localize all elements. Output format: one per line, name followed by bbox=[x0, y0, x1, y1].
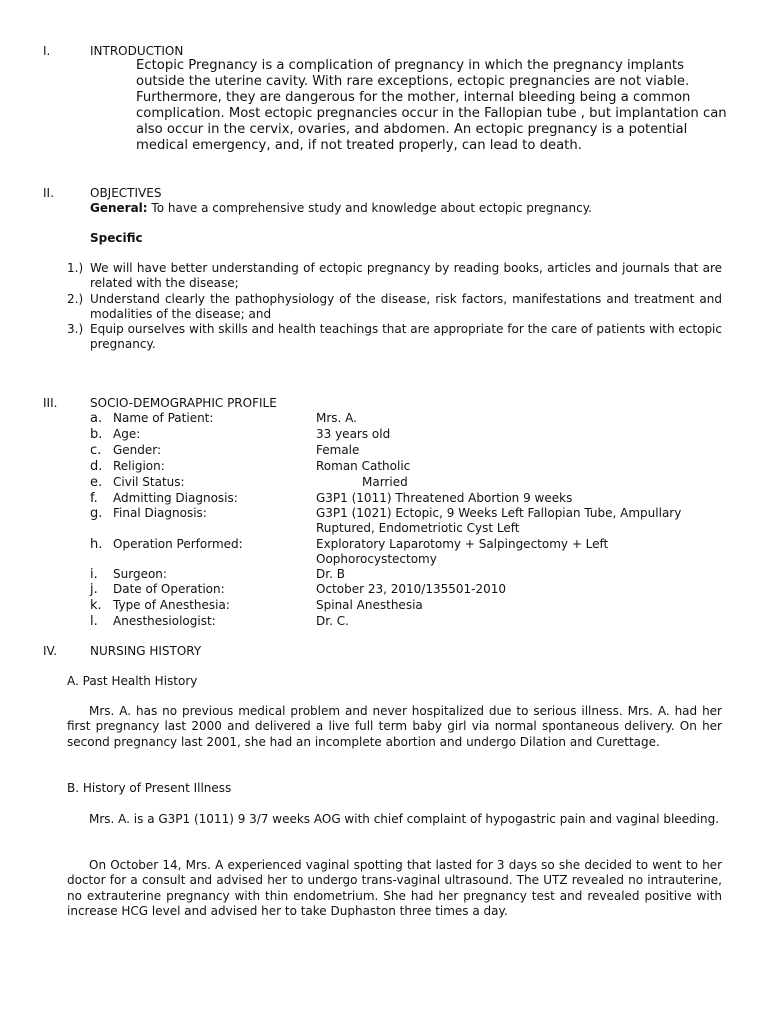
present-illness-heading: B. History of Present Illness bbox=[67, 781, 232, 795]
section-number-nursing: IV. bbox=[43, 644, 58, 658]
objective-2-text: Understand clearly the pathophysiology of the disease, risk factors, manifestations and treatment and modalities of the disease; and bbox=[90, 292, 722, 322]
profile-value: Married bbox=[362, 475, 408, 489]
objective-3-number: 3.) bbox=[67, 322, 84, 336]
objectives-specific-label: Specific bbox=[90, 231, 143, 245]
profile-value: Roman Catholic bbox=[316, 459, 411, 473]
past-health-paragraph: Mrs. A. has no previous medical problem and never hospitalized due to serious illness. Mrs. A. had her first pregnancy last 2000 and delivered a live full term baby girl via normal spontaneous delivery. On her second pregnancy last 2001, she had an incomplete abortion and undergo Dilation and Curettage. bbox=[67, 704, 722, 749]
general-text: To have a comprehensive study and knowledge about ectopic pregnancy. bbox=[147, 201, 592, 215]
profile-letter: i. bbox=[90, 567, 98, 582]
objective-2-number: 2.) bbox=[67, 292, 84, 306]
objective-3-text: Equip ourselves with skills and health teachings that are appropriate for the care of patients with ectopic pregnancy. bbox=[90, 322, 722, 352]
profile-label: Operation Performed: bbox=[113, 537, 243, 551]
profile-value: Exploratory Laparotomy + Salpingectomy + Left Oophorocystectomy bbox=[316, 537, 609, 567]
profile-value: Female bbox=[316, 443, 360, 457]
profile-label: Type of Anesthesia: bbox=[113, 598, 230, 612]
profile-value: G3P1 (1011) Threatened Abortion 9 weeks bbox=[316, 491, 573, 505]
present-illness-paragraph-1: Mrs. A. is a G3P1 (1011) 9 3/7 weeks AOG with chief complaint of hypogastric pain and vaginal bleeding. bbox=[89, 812, 720, 826]
profile-letter: k. bbox=[90, 598, 102, 613]
section-number-intro: I. bbox=[43, 44, 51, 58]
profile-letter: j. bbox=[90, 582, 98, 597]
section-number-objectives: II. bbox=[43, 186, 54, 200]
section-number-profile: III. bbox=[43, 396, 58, 410]
profile-letter: e. bbox=[90, 475, 103, 490]
profile-letter: b. bbox=[90, 427, 103, 442]
profile-label: Religion: bbox=[113, 459, 165, 473]
profile-value: Spinal Anesthesia bbox=[316, 598, 423, 612]
profile-letter: f. bbox=[90, 491, 98, 506]
profile-letter: d. bbox=[90, 459, 103, 474]
intro-paragraph: Ectopic Pregnancy is a complication of pregnancy in which the pregnancy implants outside the uterine cavity. With rare exceptions, ectopic pregnancies are not viable. Furthermore, they are dangerous for the mother, internal bleeding being a common complication. Most ectopic pregnancies occur in the Fallopian tube , but implantation can also occur in the cervix, ovaries, and abdomen. An ectopic pregnancy is a potential medical emergency, and, if not treated properly, can lead to death. bbox=[136, 58, 727, 153]
profile-label: Anesthesiologist: bbox=[113, 614, 216, 628]
objectives-general bbox=[90, 201, 592, 217]
past-health-heading: A. Past Health History bbox=[67, 674, 198, 688]
objective-1-number: 1.) bbox=[67, 261, 84, 275]
objective-1-text: We will have better understanding of ectopic pregnancy by reading books, articles and journals that are related with the disease; bbox=[90, 261, 722, 291]
profile-value: October 23, 2010/135501-2010 bbox=[316, 582, 506, 596]
profile-letter: h. bbox=[90, 537, 103, 552]
general-label: General: bbox=[90, 201, 148, 215]
profile-label: Name of Patient: bbox=[113, 411, 214, 425]
profile-label: Final Diagnosis: bbox=[113, 506, 207, 520]
profile-letter: a. bbox=[90, 411, 103, 426]
profile-label: Surgeon: bbox=[113, 567, 167, 581]
profile-label: Date of Operation: bbox=[113, 582, 225, 596]
section-heading-profile: SOCIO-DEMOGRAPHIC PROFILE bbox=[90, 396, 277, 410]
profile-value: 33 years old bbox=[316, 427, 391, 441]
profile-letter: l. bbox=[90, 614, 98, 629]
section-heading-objectives: OBJECTIVES bbox=[90, 186, 162, 200]
present-illness-paragraph-2: On October 14, Mrs. A experienced vaginal spotting that lasted for 3 days so she decided to went to her doctor for a consult and advised her to undergo trans-vaginal ultrasound. The UTZ revealed no intrauterine, no extrauterine pregnancy with thin endometrium. She had her pregnancy test and revealed positive with increase HCG level and advised her to take Duphaston three times a day. bbox=[67, 858, 722, 919]
section-heading-intro: INTRODUCTION bbox=[90, 44, 184, 58]
profile-label: Civil Status: bbox=[113, 475, 185, 489]
profile-label: Admitting Diagnosis: bbox=[113, 491, 238, 505]
profile-value: G3P1 (1021) Ectopic, 9 Weeks Left Fallopian Tube, Ampullary Ruptured, Endometriotic Cyst Left bbox=[316, 506, 682, 536]
profile-letter: g. bbox=[90, 506, 103, 521]
profile-label: Gender: bbox=[113, 443, 162, 457]
profile-value: Dr. C. bbox=[316, 614, 349, 628]
profile-value: Mrs. A. bbox=[316, 411, 357, 425]
profile-label: Age: bbox=[113, 427, 141, 441]
profile-value: Dr. B bbox=[316, 567, 345, 581]
profile-letter: c. bbox=[90, 443, 102, 458]
section-heading-nursing: NURSING HISTORY bbox=[90, 644, 202, 658]
